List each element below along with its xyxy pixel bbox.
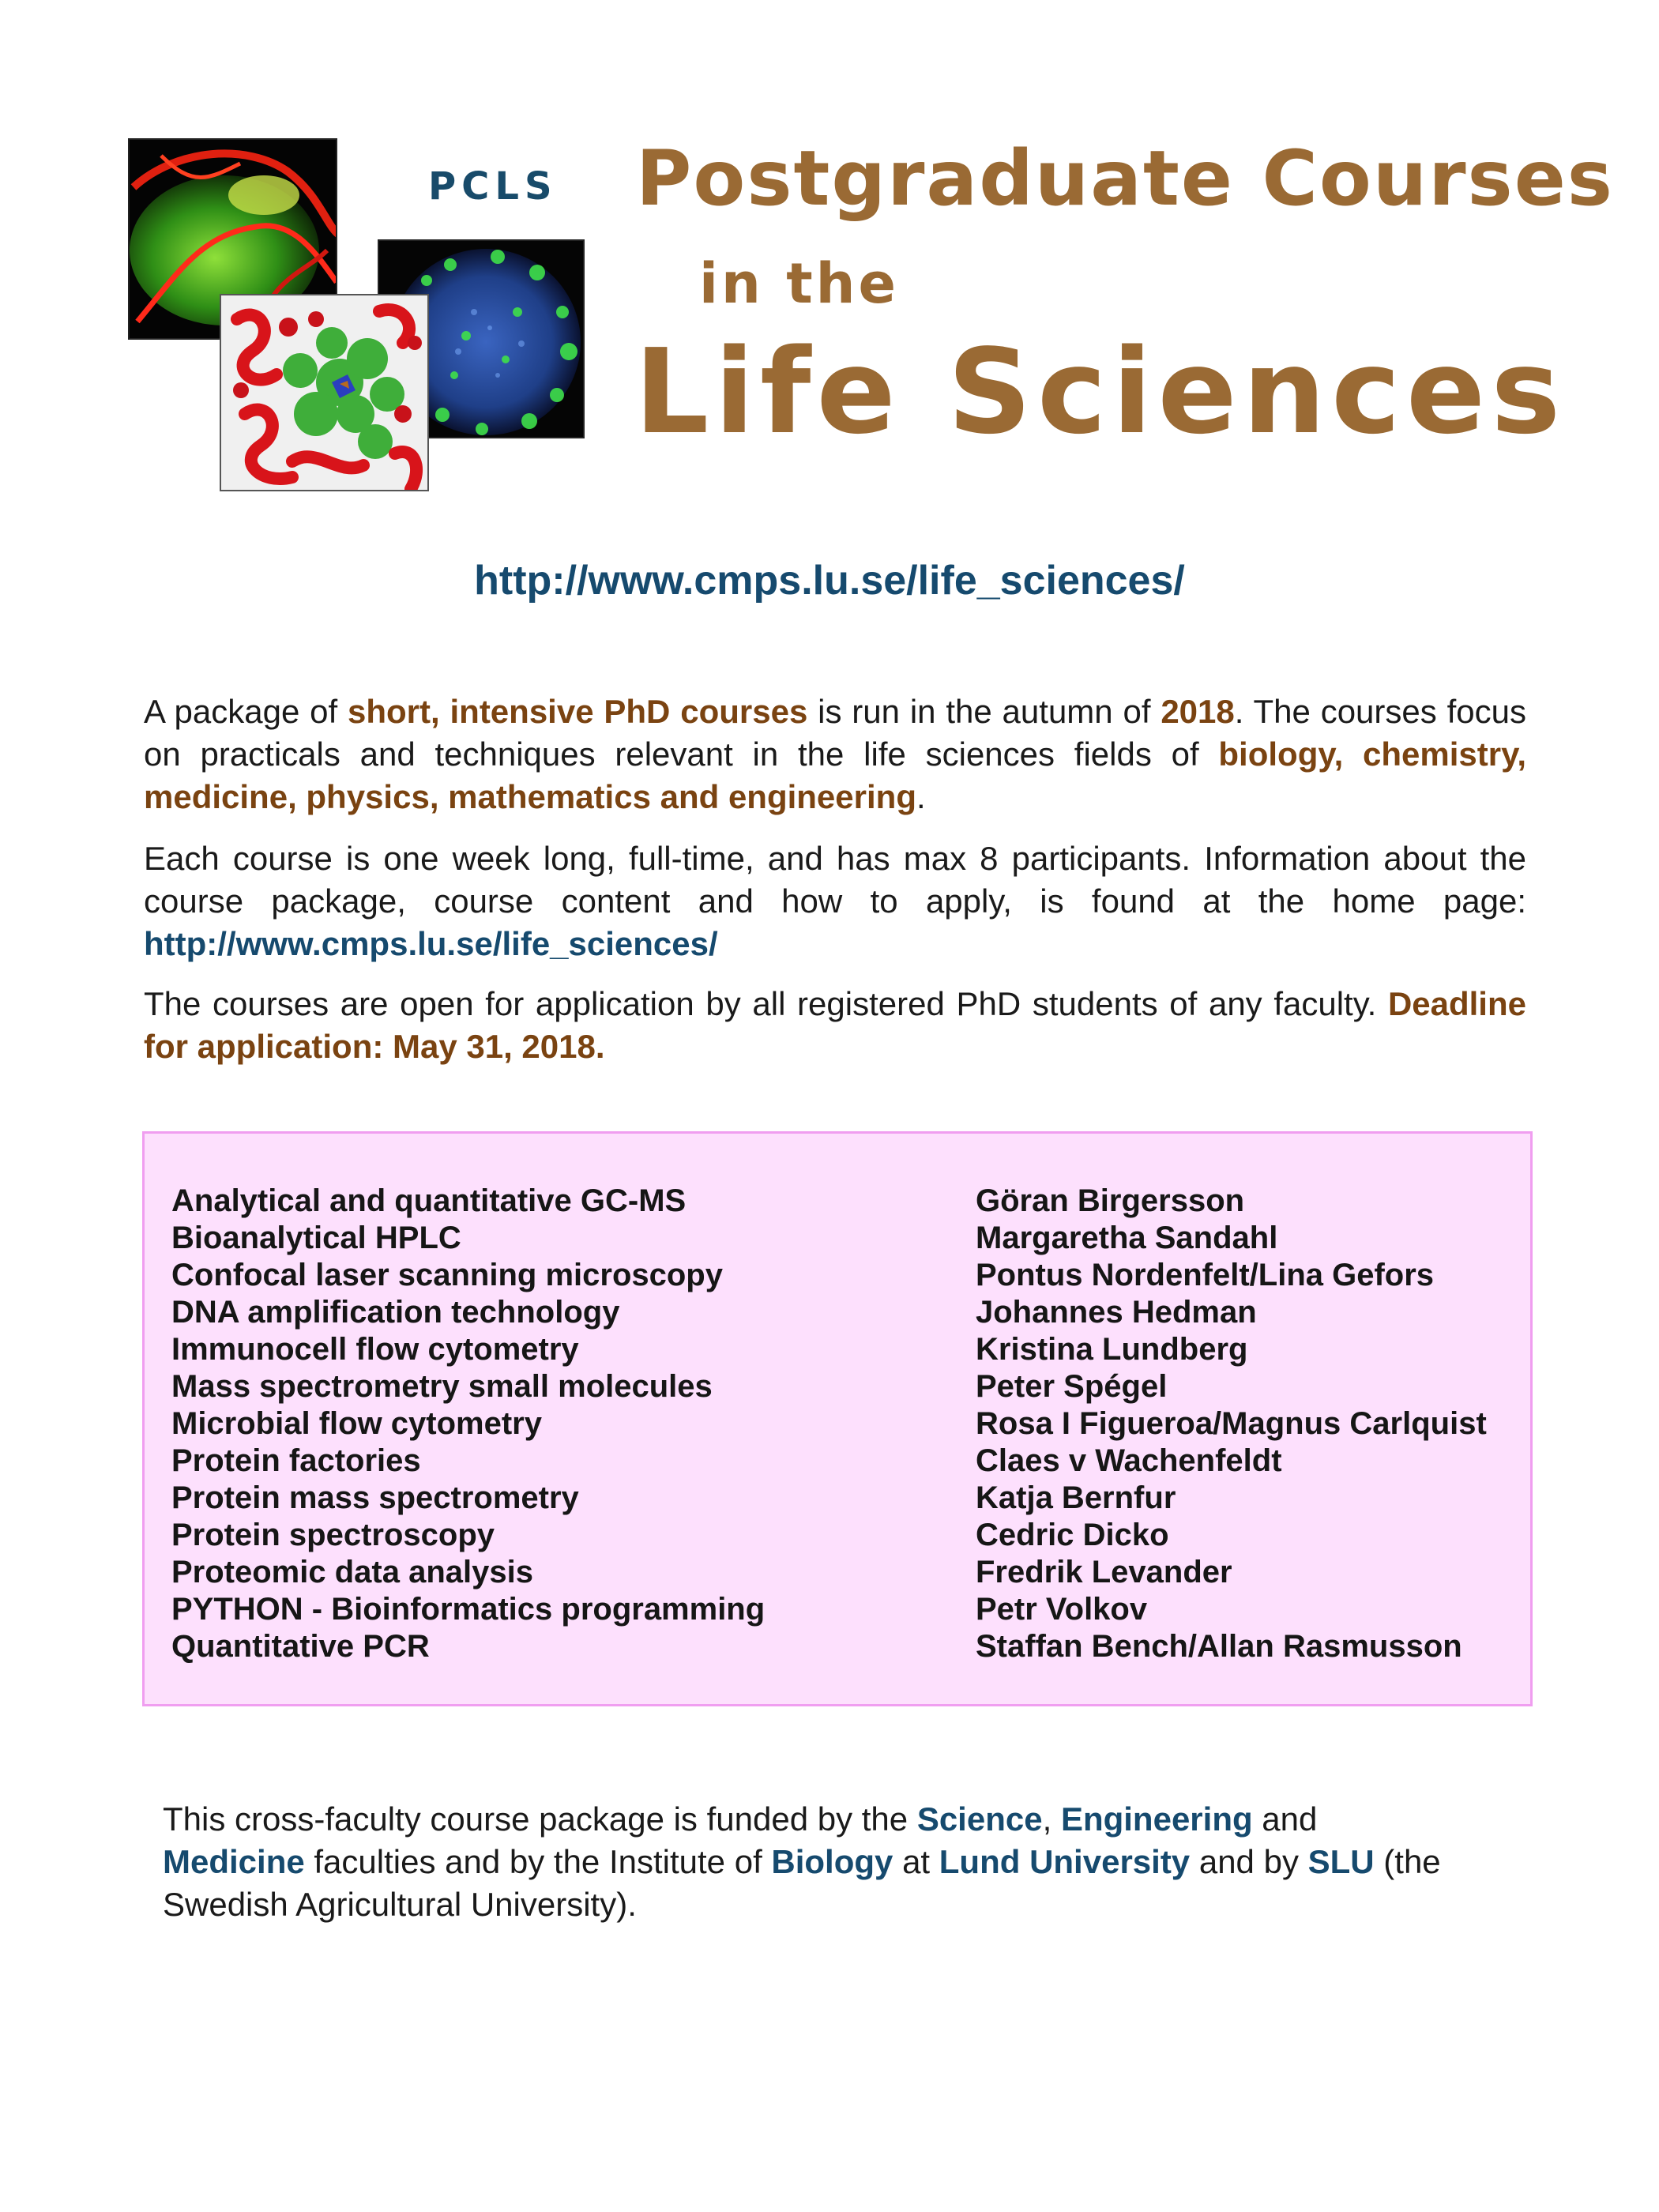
application-deadline: Deadline for application: May 31, 2018. — [144, 985, 1526, 1065]
course-name: Protein factories — [171, 1443, 421, 1478]
course-name: Confocal laser scanning microscopy — [171, 1258, 723, 1292]
course-teacher: Petr Volkov — [976, 1592, 1148, 1627]
footer-slu: SLU — [1307, 1843, 1375, 1880]
footer-biology: Biology — [771, 1843, 893, 1880]
course-name: Bioanalytical HPLC — [171, 1221, 461, 1255]
p2-text: Each course is one week long, full-time, and has max 8 participants. Information about the course package, course content and how to apply, is found at the home page: — [144, 840, 1526, 920]
course-name: Protein mass spectrometry — [171, 1480, 579, 1515]
funding-note — [163, 1798, 1537, 1926]
footer-text-g: (the Swedish Agricultural University). — [163, 1843, 1441, 1923]
course-teacher: Peter Spégel — [976, 1369, 1168, 1404]
p1-highlight-courses: short, intensive PhD courses — [348, 693, 808, 730]
footer-medicine: Medicine — [163, 1843, 305, 1880]
footer-text-f: and by — [1190, 1843, 1308, 1880]
p1-text-e: . The courses focus on practicals and techniques relevant in the life sciences fields of — [144, 693, 1526, 773]
pcls-acronym: PCLS — [428, 164, 558, 209]
course-teacher: Cedric Dicko — [976, 1518, 1169, 1552]
footer-lund-university: Lund University — [939, 1843, 1191, 1880]
course-teacher: Kristina Lundberg — [976, 1332, 1248, 1367]
course-teacher: Rosa I Figueroa/Magnus Carlquist — [976, 1406, 1487, 1441]
title-line-3: Life Sciences — [634, 324, 1567, 460]
course-name: Mass spectrometry small molecules — [171, 1369, 713, 1404]
course-teacher: Göran Birgersson — [976, 1183, 1245, 1218]
course-teacher: Margaretha Sandahl — [976, 1221, 1278, 1255]
course-list-box — [142, 1131, 1533, 1706]
title-line-2: in the — [699, 251, 899, 316]
footer-text-a: This cross-faculty course package is funded by the — [163, 1800, 917, 1838]
course-teacher: Katja Bernfur — [976, 1480, 1176, 1515]
course-name: Protein spectroscopy — [171, 1518, 495, 1552]
p3-text: The courses are open for application by all registered PhD students of any faculty. — [144, 985, 1388, 1022]
course-name: PYTHON - Bioinformatics programming — [171, 1592, 766, 1627]
p1-highlight-fields: biology, chemistry, medicine, physics, mathematics and engineering — [144, 735, 1527, 815]
course-name: Quantitative PCR — [171, 1629, 430, 1664]
p1-text-a: A package of — [144, 693, 348, 730]
course-name: Microbial flow cytometry — [171, 1406, 542, 1441]
course-teacher: Fredrik Levander — [976, 1555, 1232, 1589]
course-teacher: Pontus Nordenfelt/Lina Gefors — [976, 1258, 1435, 1292]
footer-text-b: , — [1042, 1800, 1061, 1838]
course-teacher: Claes v Wachenfeldt — [976, 1443, 1282, 1478]
homepage-link[interactable]: http://www.cmps.lu.se/life_sciences/ — [144, 925, 718, 962]
p1-highlight-year: 2018 — [1161, 693, 1235, 730]
website-link[interactable]: http://www.cmps.lu.se/life_sciences/ — [474, 558, 1185, 604]
intro-paragraph-2 — [144, 837, 1526, 965]
footer-engineering: Engineering — [1060, 1800, 1253, 1838]
footer-text-e: at — [893, 1843, 939, 1880]
title-line-1: Postgraduate Courses — [636, 134, 1614, 223]
footer-text-d: faculties and by the Institute of — [304, 1843, 772, 1880]
p1-text-c: is run in the autumn of — [807, 693, 1161, 730]
course-name: Proteomic data analysis — [171, 1555, 533, 1589]
teacher-column — [976, 1183, 1487, 1665]
course-teacher: Staffan Bench/Allan Rasmusson — [976, 1629, 1462, 1664]
intro-paragraph-1 — [144, 690, 1526, 818]
intro-paragraph-3 — [144, 983, 1526, 1068]
course-name: Immunocell flow cytometry — [171, 1332, 579, 1367]
course-name: DNA amplification technology — [171, 1295, 620, 1330]
protein-structure-image — [220, 294, 429, 491]
course-teacher: Johannes Hedman — [976, 1295, 1257, 1330]
footer-science: Science — [916, 1800, 1043, 1838]
footer-text-c: and — [1252, 1800, 1318, 1838]
course-column — [171, 1183, 765, 1665]
p1-text-g: . — [916, 778, 926, 815]
course-name: Analytical and quantitative GC-MS — [171, 1183, 687, 1218]
